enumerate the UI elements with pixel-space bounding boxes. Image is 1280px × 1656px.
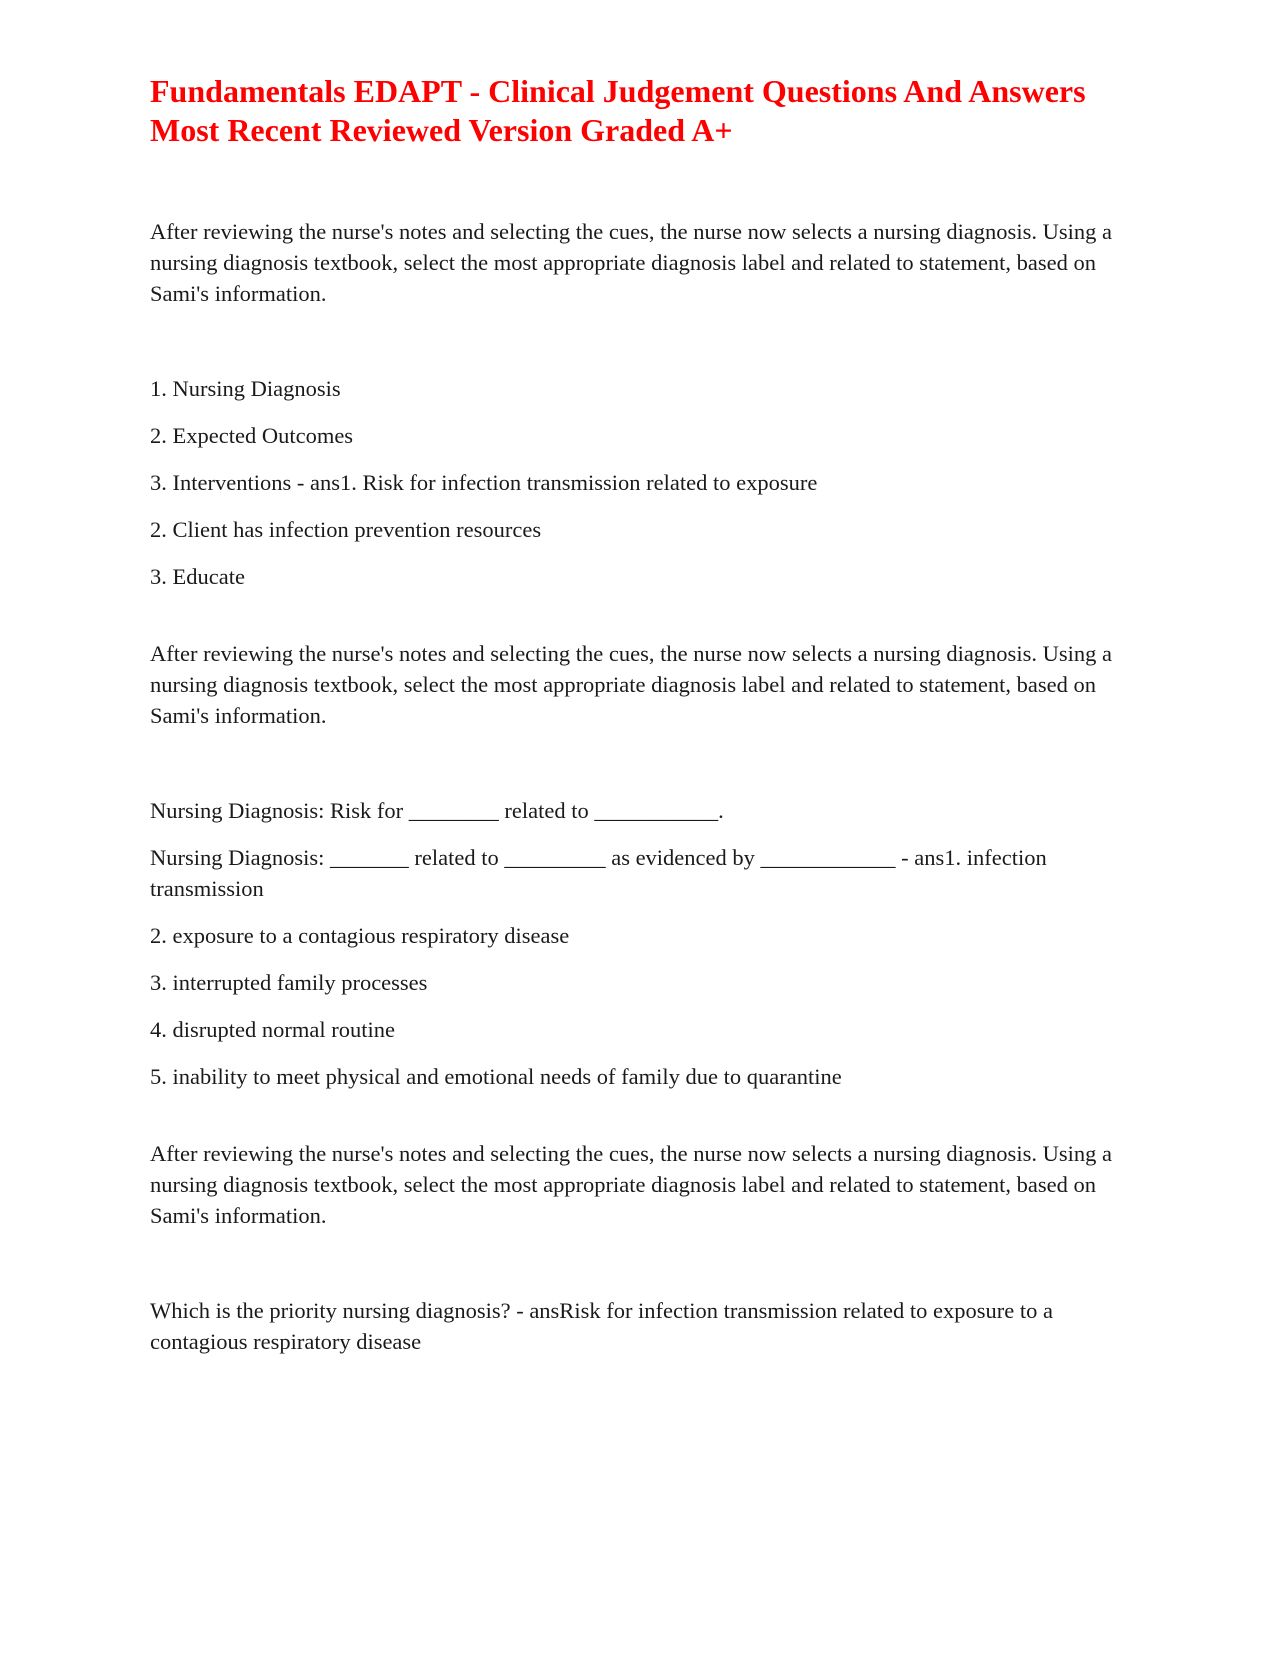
section-2-item-6: 5. inability to meet physical and emotional needs of family due to quarantine (150, 1064, 842, 1089)
section-1-item-5: 3. Educate (150, 564, 245, 589)
section-1-item-2: 2. Expected Outcomes (150, 423, 354, 448)
section-2-item-4: 3. interrupted family processes (150, 970, 428, 995)
section-1-intro: After reviewing the nurse's notes and selecting the cues, the nurse now selects a nursing diagnosis. Using a nursing diagnosis textbook, select the most appropriate diagnosis label and related to statement, based on Sami's information. (150, 219, 1112, 306)
section-2-item-5: 4. disrupted normal routine (150, 1017, 395, 1042)
section-2-intro: After reviewing the nurse's notes and selecting the cues, the nurse now selects a nursing diagnosis. Using a nursing diagnosis textbook, select the most appropriate diagnosis label and related to statement, based on Sami's information. (150, 641, 1112, 728)
section-2-item-1: Nursing Diagnosis: Risk for ________ related to ___________. (150, 798, 724, 823)
section-2-item-3: 2. exposure to a contagious respiratory disease (150, 923, 570, 948)
section-1-item-3: 3. Interventions - ans1. Risk for infection transmission related to exposure (150, 470, 818, 495)
section-2-item-2: Nursing Diagnosis: _______ related to _________ as evidenced by ____________ - ans1. infection transmission (150, 845, 1047, 901)
section-3-item-1: Which is the priority nursing diagnosis? - ansRisk for infection transmission related to exposure to a contagious respiratory disease (150, 1298, 1053, 1354)
section-1-item-4: 2. Client has infection prevention resources (150, 517, 542, 542)
document-page (150, 72, 1140, 1373)
title-line-2: Most Recent Reviewed Version Graded A+ (150, 112, 733, 148)
section-1-item-1: 1. Nursing Diagnosis (150, 376, 341, 401)
title-line-1: Fundamentals EDAPT - Clinical Judgement Questions And Answers (150, 73, 1086, 109)
section-3-intro: After reviewing the nurse's notes and selecting the cues, the nurse now selects a nursing diagnosis. Using a nursing diagnosis textbook, select the most appropriate diagnosis label and related to statement, based on Sami's information. (150, 1141, 1112, 1228)
document-title (150, 72, 1140, 150)
